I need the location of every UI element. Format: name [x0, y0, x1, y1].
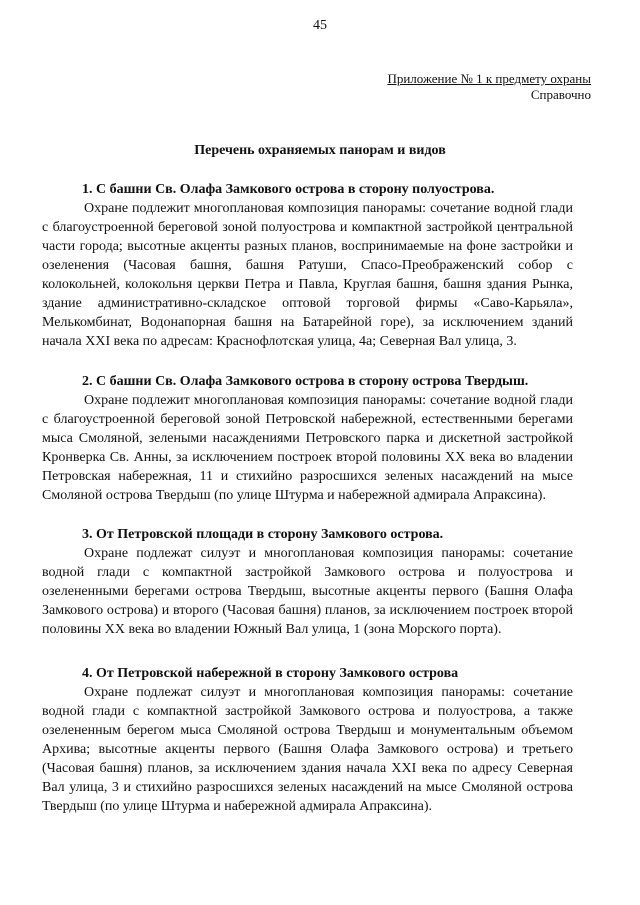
appendix-label: Справочно — [530, 87, 591, 102]
section-heading: 3. От Петровской площади в сторону Замкового острова. — [82, 527, 444, 542]
page-number: 45 — [313, 18, 327, 33]
section-body: Охране подлежат силуэт и многоплановая композиция панорамы: сочетание водной глади с компактной застройкой Замкового острова и полуострова, а также озелененным берегом мыса Смоляной острова Твердыш и монументальным объемом Архива; высотные акценты первого (Башня Олафа Замкового острова) и третьего (Часовая башня) планов, за исключением здания начала XXI века по адресу Северная Вал улица, 3 и стихийно разросшихся зеленых насаждений на мысе Смоляной острова Твердыш (по улице Штурма и набережной адмирала Апраксина). — [42, 685, 573, 814]
section-body: Охране подлежит многоплановая композиция панорамы: сочетание водной глади с благоустроенной береговой зоной Петровской набережной, естественными берегами мыса Смоляной, зелеными насаждениями Петровского парка и дискетной застройкой Кронверка Св. Анны, за исключением построек второй половины XX века во владении Петровская набережная, 11 и стихийно разросшихся зеленых насаждений на мысе Смоляной острова Твердыш (по улице Штурма и набережной адмирала Апраксина). — [42, 393, 573, 503]
document-title: Перечень охраняемых панорам и видов — [194, 143, 446, 158]
section-heading: 2. С башни Св. Олафа Замкового острова в сторону острова Твердыш. — [82, 374, 529, 389]
section-2 — [42, 372, 573, 505]
section-body: Охране подлежит многоплановая композиция панорамы: сочетание водной глади с благоустроенной береговой зоной полуострова и компактной застройкой центральной части города; высотные акценты разных планов, воспринимаемые на фоне застройки и озеленения (Часовая башня, башня Ратуши, Спасо-Преображенский собор с колокольней, колокольня церкви Петра и Павла, Круглая башня, башня здания Рынка, здание административно-складское оптовой торговой фирмы «Саво-Карьяла», Мелькомбинат, Водонапорная башня на Батарейной горе), за исключением зданий начала XXI века по адресам: Краснофлотская улица, 4а; Северная Вал улица, 3. — [42, 201, 573, 349]
section-3 — [42, 525, 573, 639]
appendix-reference: Приложение № 1 к предмету охраны — [387, 71, 591, 86]
section-heading: 1. С башни Св. Олафа Замкового острова в сторону полуострова. — [82, 182, 495, 197]
section-body: Охране подлежат силуэт и многоплановая композиция панорамы: сочетание водной глади с компактной застройкой Замкового острова и полуострова и озелененными берегами острова Твердыш, высотные акценты первого (Башня Олафа Замкового острова) и второго (Часовая башня) планов, за исключением построек второй половины XX века во владении Южный Вал улица, 1 (зона Морского порта). — [42, 546, 573, 637]
section-heading: 4. От Петровской набережной в сторону Замкового острова — [82, 666, 459, 681]
section-1 — [42, 180, 573, 351]
appendix-note — [387, 71, 591, 103]
section-4 — [42, 664, 573, 816]
